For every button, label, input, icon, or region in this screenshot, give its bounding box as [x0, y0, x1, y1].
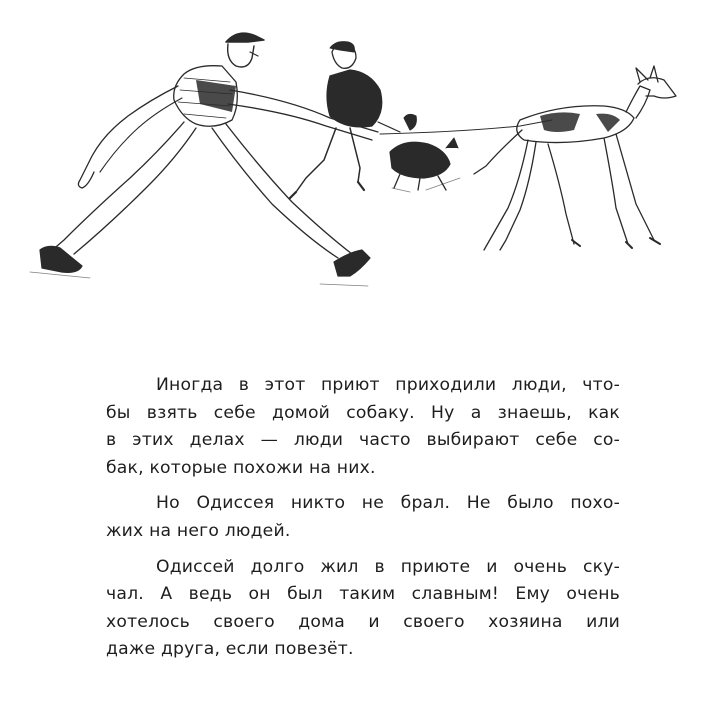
- paragraph-3: [106, 554, 620, 664]
- text-line: бак, которые похожи на них.: [106, 457, 376, 478]
- paragraph-2: [106, 490, 620, 545]
- text-line: чал. А ведь он был таким славным! Ему очень: [106, 584, 620, 605]
- paragraph-1: [106, 372, 620, 482]
- text-line: Но Одиссея никто не брал. Не было похо-: [156, 493, 620, 514]
- text-line: жих на него людей.: [106, 520, 291, 541]
- text-line: бы взять себе домой собаку. Ну а знаешь, как: [106, 402, 620, 423]
- small-dog-figure: [390, 114, 460, 192]
- text-line: Одиссей долго жил в приюте и очень ску-: [156, 556, 620, 577]
- tall-man-figure: [30, 33, 378, 286]
- text-line: в этих делах — люди часто выбирают себе со-: [106, 430, 620, 451]
- text-line: Иногда в этот приют приходили люди, что-: [156, 375, 620, 395]
- text-line: хотелось своего дома и своего хозяина или: [106, 611, 620, 632]
- story-text: [106, 372, 620, 672]
- pencil-illustration: [0, 0, 724, 310]
- text-line: даже друга, если повезёт.: [106, 639, 354, 660]
- tall-dog-figure: [474, 66, 676, 250]
